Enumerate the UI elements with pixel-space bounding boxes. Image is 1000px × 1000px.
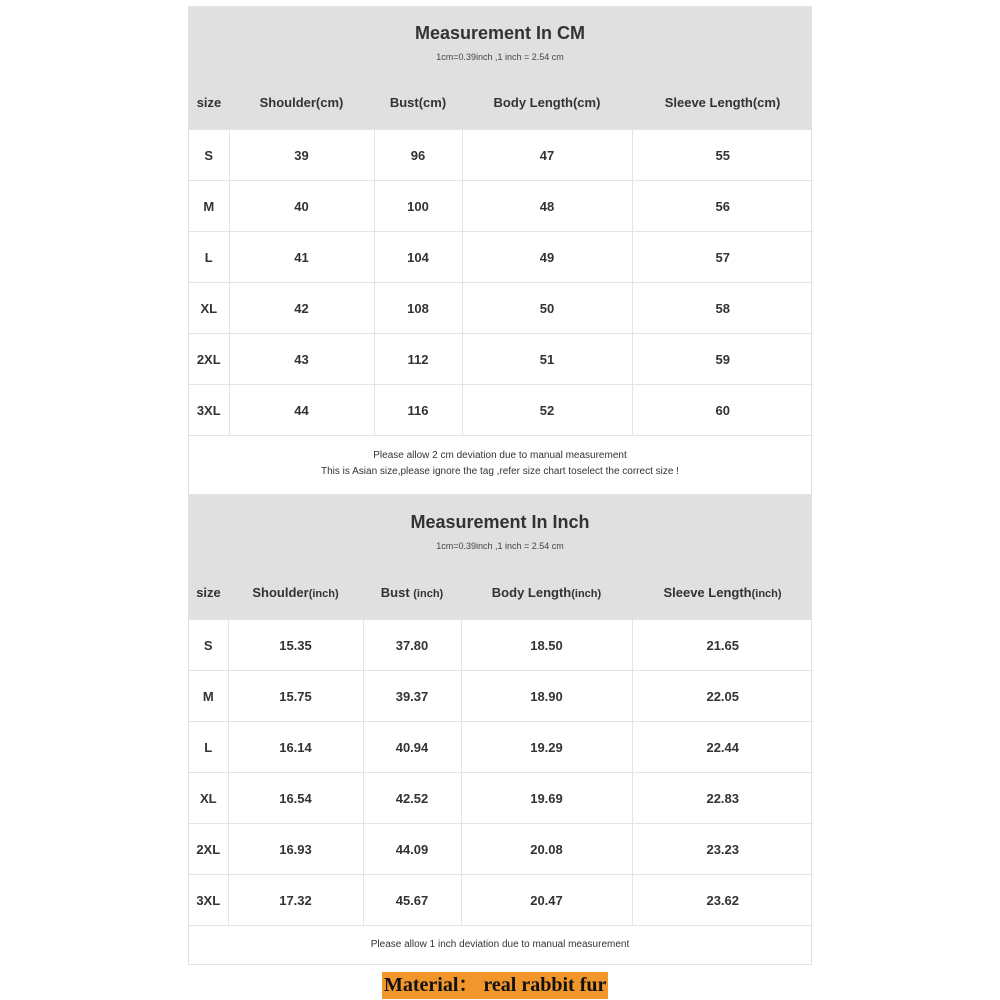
bust-cell: 37.80 <box>363 620 461 671</box>
body-length-cell: 18.50 <box>461 620 632 671</box>
size-cell: M <box>189 671 228 722</box>
sleeve-length-cell: 22.44 <box>632 722 813 773</box>
bust-cell: 39.37 <box>363 671 461 722</box>
body-length-cell: 20.47 <box>461 875 632 926</box>
body-length-cell: 20.08 <box>461 824 632 875</box>
deviation-note: Please allow 2 cm deviation due to manual measurement <box>373 450 627 461</box>
size-cell: 2XL <box>189 334 229 385</box>
column-header-unit: (inch) <box>413 588 444 600</box>
body-length-cell: 47 <box>462 130 632 181</box>
column-header-unit: (inch) <box>751 588 782 600</box>
sleeve-length-cell: 23.23 <box>632 824 813 875</box>
table-row <box>189 232 813 283</box>
bust-cell: 40.94 <box>363 722 461 773</box>
cm-chart-header <box>189 7 811 129</box>
column-header-sleeve-length: Sleeve Length(cm) <box>664 95 781 110</box>
cm-size-chart <box>188 6 812 495</box>
asian-size-note: This is Asian size,please ignore the tag ,refer size chart toselect the correct size ! <box>321 466 679 477</box>
column-header-label: Shoulder <box>252 585 309 600</box>
body-length-cell: 49 <box>462 232 632 283</box>
sleeve-length-cell: 22.05 <box>632 671 813 722</box>
body-length-cell: 50 <box>462 283 632 334</box>
shoulder-cell: 16.54 <box>228 773 363 824</box>
column-header-body-length <box>461 581 632 606</box>
column-header-size <box>189 581 228 605</box>
size-cell: XL <box>189 773 228 824</box>
column-header-unit: (inch) <box>308 588 339 600</box>
table-row <box>189 181 813 232</box>
deviation-note: Please allow 1 inch deviation due to manual measurement <box>370 939 630 950</box>
shoulder-cell: 16.93 <box>228 824 363 875</box>
body-length-cell: 18.90 <box>461 671 632 722</box>
table-row <box>189 824 813 875</box>
size-cell: L <box>189 722 228 773</box>
inch-column-headers <box>189 581 811 605</box>
column-header-bust <box>363 581 461 606</box>
shoulder-cell: 41 <box>229 232 374 283</box>
size-cell: XL <box>189 283 229 334</box>
sleeve-length-cell: 21.65 <box>632 620 813 671</box>
bust-cell: 104 <box>374 232 462 283</box>
inch-chart-title: Measurement In Inch <box>410 512 590 532</box>
cm-chart-subtitle: 1cm=0.39inch ,1 inch = 2.54 cm <box>436 52 564 62</box>
table-row <box>189 722 813 773</box>
bust-cell: 100 <box>374 181 462 232</box>
sleeve-length-cell: 23.62 <box>632 875 813 926</box>
bust-cell: 45.67 <box>363 875 461 926</box>
column-header-unit: (inch) <box>571 588 602 600</box>
size-cell: 3XL <box>189 875 228 926</box>
material-label: Material： real rabbit fur <box>382 972 608 999</box>
bust-cell: 112 <box>374 334 462 385</box>
shoulder-cell: 15.35 <box>228 620 363 671</box>
sleeve-length-cell: 55 <box>632 130 813 181</box>
table-row <box>189 385 813 436</box>
table-row <box>189 773 813 824</box>
shoulder-cell: 40 <box>229 181 374 232</box>
shoulder-cell: 17.32 <box>228 875 363 926</box>
shoulder-cell: 39 <box>229 130 374 181</box>
table-row <box>189 130 813 181</box>
table-row <box>189 620 813 671</box>
column-header-size-label: size <box>196 585 221 600</box>
bust-cell: 96 <box>374 130 462 181</box>
shoulder-cell: 43 <box>229 334 374 385</box>
body-length-cell: 52 <box>462 385 632 436</box>
shoulder-cell: 16.14 <box>228 722 363 773</box>
table-row <box>189 671 813 722</box>
table-row <box>189 283 813 334</box>
size-cell: 2XL <box>189 824 228 875</box>
column-header-shoulder: Shoulder(cm) <box>259 95 344 110</box>
size-cell: 3XL <box>189 385 229 436</box>
cm-chart-note <box>189 436 811 494</box>
inch-chart-subtitle: 1cm=0.39inch ,1 inch = 2.54 cm <box>436 541 564 551</box>
sleeve-length-cell: 58 <box>632 283 813 334</box>
body-length-cell: 48 <box>462 181 632 232</box>
inch-chart-note <box>189 926 811 964</box>
cm-chart-title: Measurement In CM <box>414 23 586 43</box>
table-row <box>189 875 813 926</box>
column-header-body-length: Body Length(cm) <box>493 95 601 110</box>
shoulder-cell: 44 <box>229 385 374 436</box>
sleeve-length-cell: 56 <box>632 181 813 232</box>
column-header-label: Body Length <box>491 585 572 600</box>
sleeve-length-cell: 57 <box>632 232 813 283</box>
sleeve-length-cell: 59 <box>632 334 813 385</box>
shoulder-cell: 15.75 <box>228 671 363 722</box>
column-header-label: Bust <box>380 585 414 600</box>
size-cell: S <box>189 130 229 181</box>
inch-size-table <box>189 619 813 926</box>
body-length-cell: 19.29 <box>461 722 632 773</box>
shoulder-cell: 42 <box>229 283 374 334</box>
body-length-cell: 19.69 <box>461 773 632 824</box>
bust-cell: 116 <box>374 385 462 436</box>
bust-cell: 108 <box>374 283 462 334</box>
bust-cell: 42.52 <box>363 773 461 824</box>
column-header-size: size <box>196 95 222 110</box>
column-header-shoulder <box>228 581 363 606</box>
column-header-label: Sleeve Length <box>663 585 752 600</box>
size-cell: M <box>189 181 229 232</box>
table-row <box>189 334 813 385</box>
column-header-sleeve-length <box>632 581 813 606</box>
cm-size-table <box>189 129 813 436</box>
size-cell: L <box>189 232 229 283</box>
size-cell: S <box>189 620 228 671</box>
cm-column-headers <box>189 91 811 115</box>
sleeve-length-cell: 60 <box>632 385 813 436</box>
inch-size-chart <box>188 495 812 965</box>
sleeve-length-cell: 22.83 <box>632 773 813 824</box>
inch-chart-header <box>189 496 811 619</box>
body-length-cell: 51 <box>462 334 632 385</box>
bust-cell: 44.09 <box>363 824 461 875</box>
column-header-bust: Bust(cm) <box>389 95 447 110</box>
